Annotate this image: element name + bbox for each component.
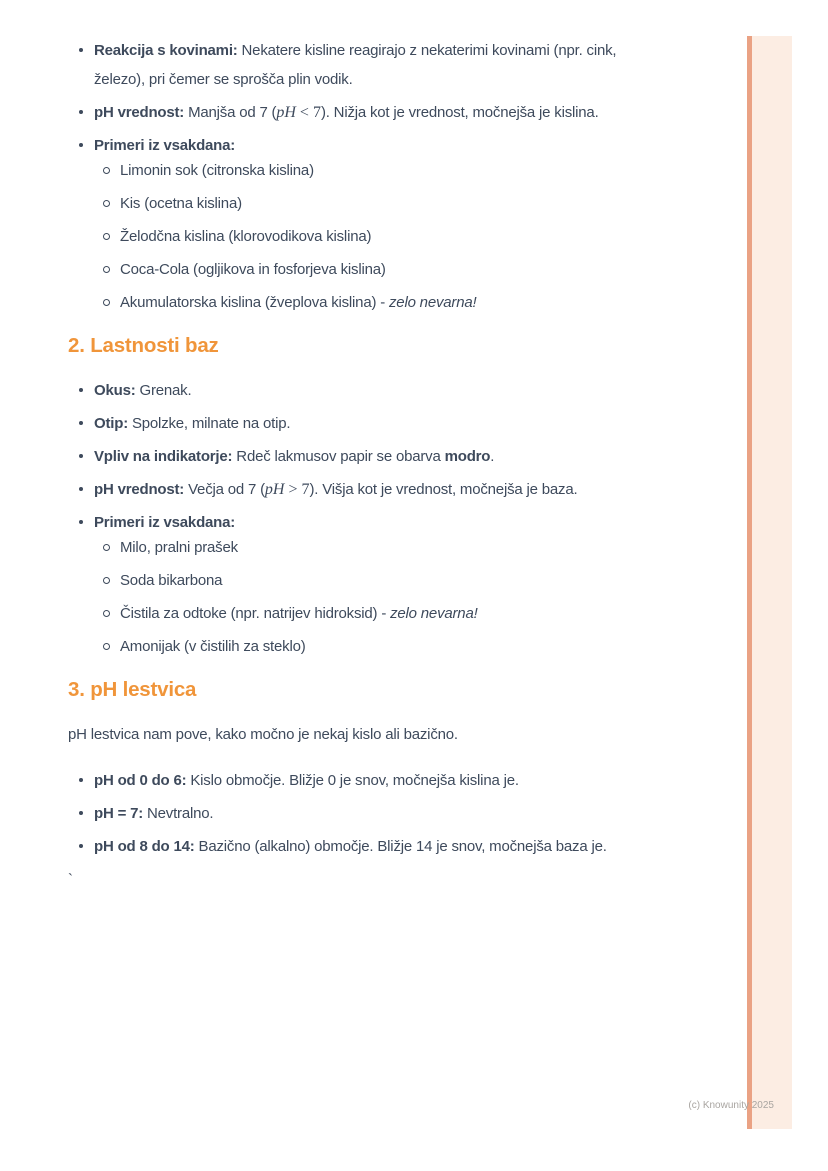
- sub-list-item: [94, 222, 640, 251]
- base-properties-list: [68, 376, 640, 661]
- sub-list-item: [94, 566, 640, 595]
- bullet-label: pH vrednost:: [94, 481, 185, 498]
- bold-word: modro: [444, 448, 491, 465]
- sub-list-item: [94, 255, 640, 284]
- bullet-label: Vpliv na indikatorje:: [94, 448, 233, 465]
- right-margin-stripe: [747, 36, 792, 1129]
- sub-item-text: Kis (ocetna kislina): [120, 195, 242, 212]
- list-item-taste: [68, 376, 640, 405]
- ph-scale-intro: pH lestvica nam pove, kako močno je nekaj kislo ali bazično.: [68, 726, 458, 743]
- math-comparison: < 7: [295, 104, 321, 121]
- bullet-label: Otip:: [94, 415, 128, 432]
- danger-warning-text: zelo nevarna!: [389, 294, 477, 311]
- stray-backtick-mark: `: [68, 871, 73, 888]
- bullet-label: Okus:: [94, 382, 136, 399]
- bullet-label: pH vrednost:: [94, 104, 185, 121]
- section-heading-bases: 2. Lastnosti baz: [68, 334, 219, 357]
- bullet-text: ). Nižja kot je vrednost, močnejša je kislina.: [320, 104, 599, 121]
- list-item-ph-value-acids: [68, 98, 640, 127]
- bullet-text: .: [490, 448, 495, 465]
- danger-warning-text: zelo nevarna!: [390, 605, 478, 622]
- bullet-text: ). Višja kot je vrednost, močnejša je baza.: [309, 481, 578, 498]
- sub-item-text: Soda bikarbona: [120, 572, 223, 589]
- list-item-ph-value-bases: [68, 475, 640, 504]
- list-item-ph-7: [68, 799, 640, 828]
- sub-list-item: [94, 599, 640, 628]
- sub-list-item: [94, 288, 640, 317]
- bullet-label: pH od 0 do 6:: [94, 772, 187, 789]
- bullet-text: Nekatere kisline reagirajo z nekaterimi kovinami (npr. cink, železo), pri čemer se sprošča plin vodik.: [94, 42, 617, 88]
- bullet-text: Rdeč lakmusov papir se obarva: [232, 448, 445, 465]
- bullet-text: Spolzke, milnate na otip.: [128, 415, 291, 432]
- sub-list-item: [94, 533, 640, 562]
- acid-properties-list: [68, 36, 640, 317]
- list-item-ph-8-14: [68, 832, 640, 861]
- list-item-ph-0-6: [68, 766, 640, 795]
- sub-list-item: [94, 189, 640, 218]
- bullet-text: Bazično (alkalno) območje. Bližje 14 je snov, močnejša baza je.: [194, 838, 607, 855]
- sub-item-text: Milo, pralni prašek: [120, 539, 238, 556]
- sub-item-text: Želodčna kislina (klorovodikova kislina): [120, 228, 372, 245]
- bullet-label: pH = 7:: [94, 805, 144, 822]
- list-item-touch: [68, 409, 640, 438]
- bullet-text: Manjša od 7 (: [184, 104, 277, 121]
- sub-list-item: [94, 632, 640, 661]
- math-comparison: > 7: [284, 481, 310, 498]
- bullet-text: Kislo območje. Bližje 0 je snov, močnejša kislina je.: [186, 772, 519, 789]
- bullet-text: Nevtralno.: [143, 805, 214, 822]
- list-item-base-examples: [68, 508, 640, 661]
- sub-item-text: Amonijak (v čistilih za steklo): [120, 638, 306, 655]
- bullet-label: Primeri iz vsakdana:: [94, 137, 236, 154]
- sub-item-text: Coca-Cola (ogljikova in fosforjeva kislina): [120, 261, 386, 278]
- sub-item-text: Čistila za odtoke (npr. natrijev hidroksid) -: [120, 605, 391, 622]
- ph-scale-list: [68, 766, 640, 861]
- math-variable: pH: [276, 104, 296, 121]
- bullet-label: Reakcija s kovinami:: [94, 42, 238, 59]
- list-item-acid-examples: [68, 131, 640, 317]
- list-item-reaction-with-metals: [68, 36, 640, 94]
- math-variable: pH: [264, 481, 285, 498]
- section-heading-ph-scale: 3. pH lestvica: [68, 678, 197, 701]
- note-content: [68, 36, 640, 894]
- base-examples-sublist: [94, 533, 640, 661]
- bullet-text: Grenak.: [135, 382, 192, 399]
- sub-item-text: Limonin sok (citronska kislina): [120, 162, 314, 179]
- bullet-label: pH od 8 do 14:: [94, 838, 195, 855]
- copyright-text: (c) Knowunity 2025: [688, 1100, 774, 1111]
- list-item-indicators: [68, 442, 640, 471]
- sub-list-item: [94, 156, 640, 185]
- bullet-text: Večja od 7 (: [184, 481, 265, 498]
- sub-item-text: Akumulatorska kislina (žveplova kislina) -: [120, 294, 389, 311]
- acid-examples-sublist: [94, 156, 640, 317]
- bullet-label: Primeri iz vsakdana:: [94, 514, 236, 531]
